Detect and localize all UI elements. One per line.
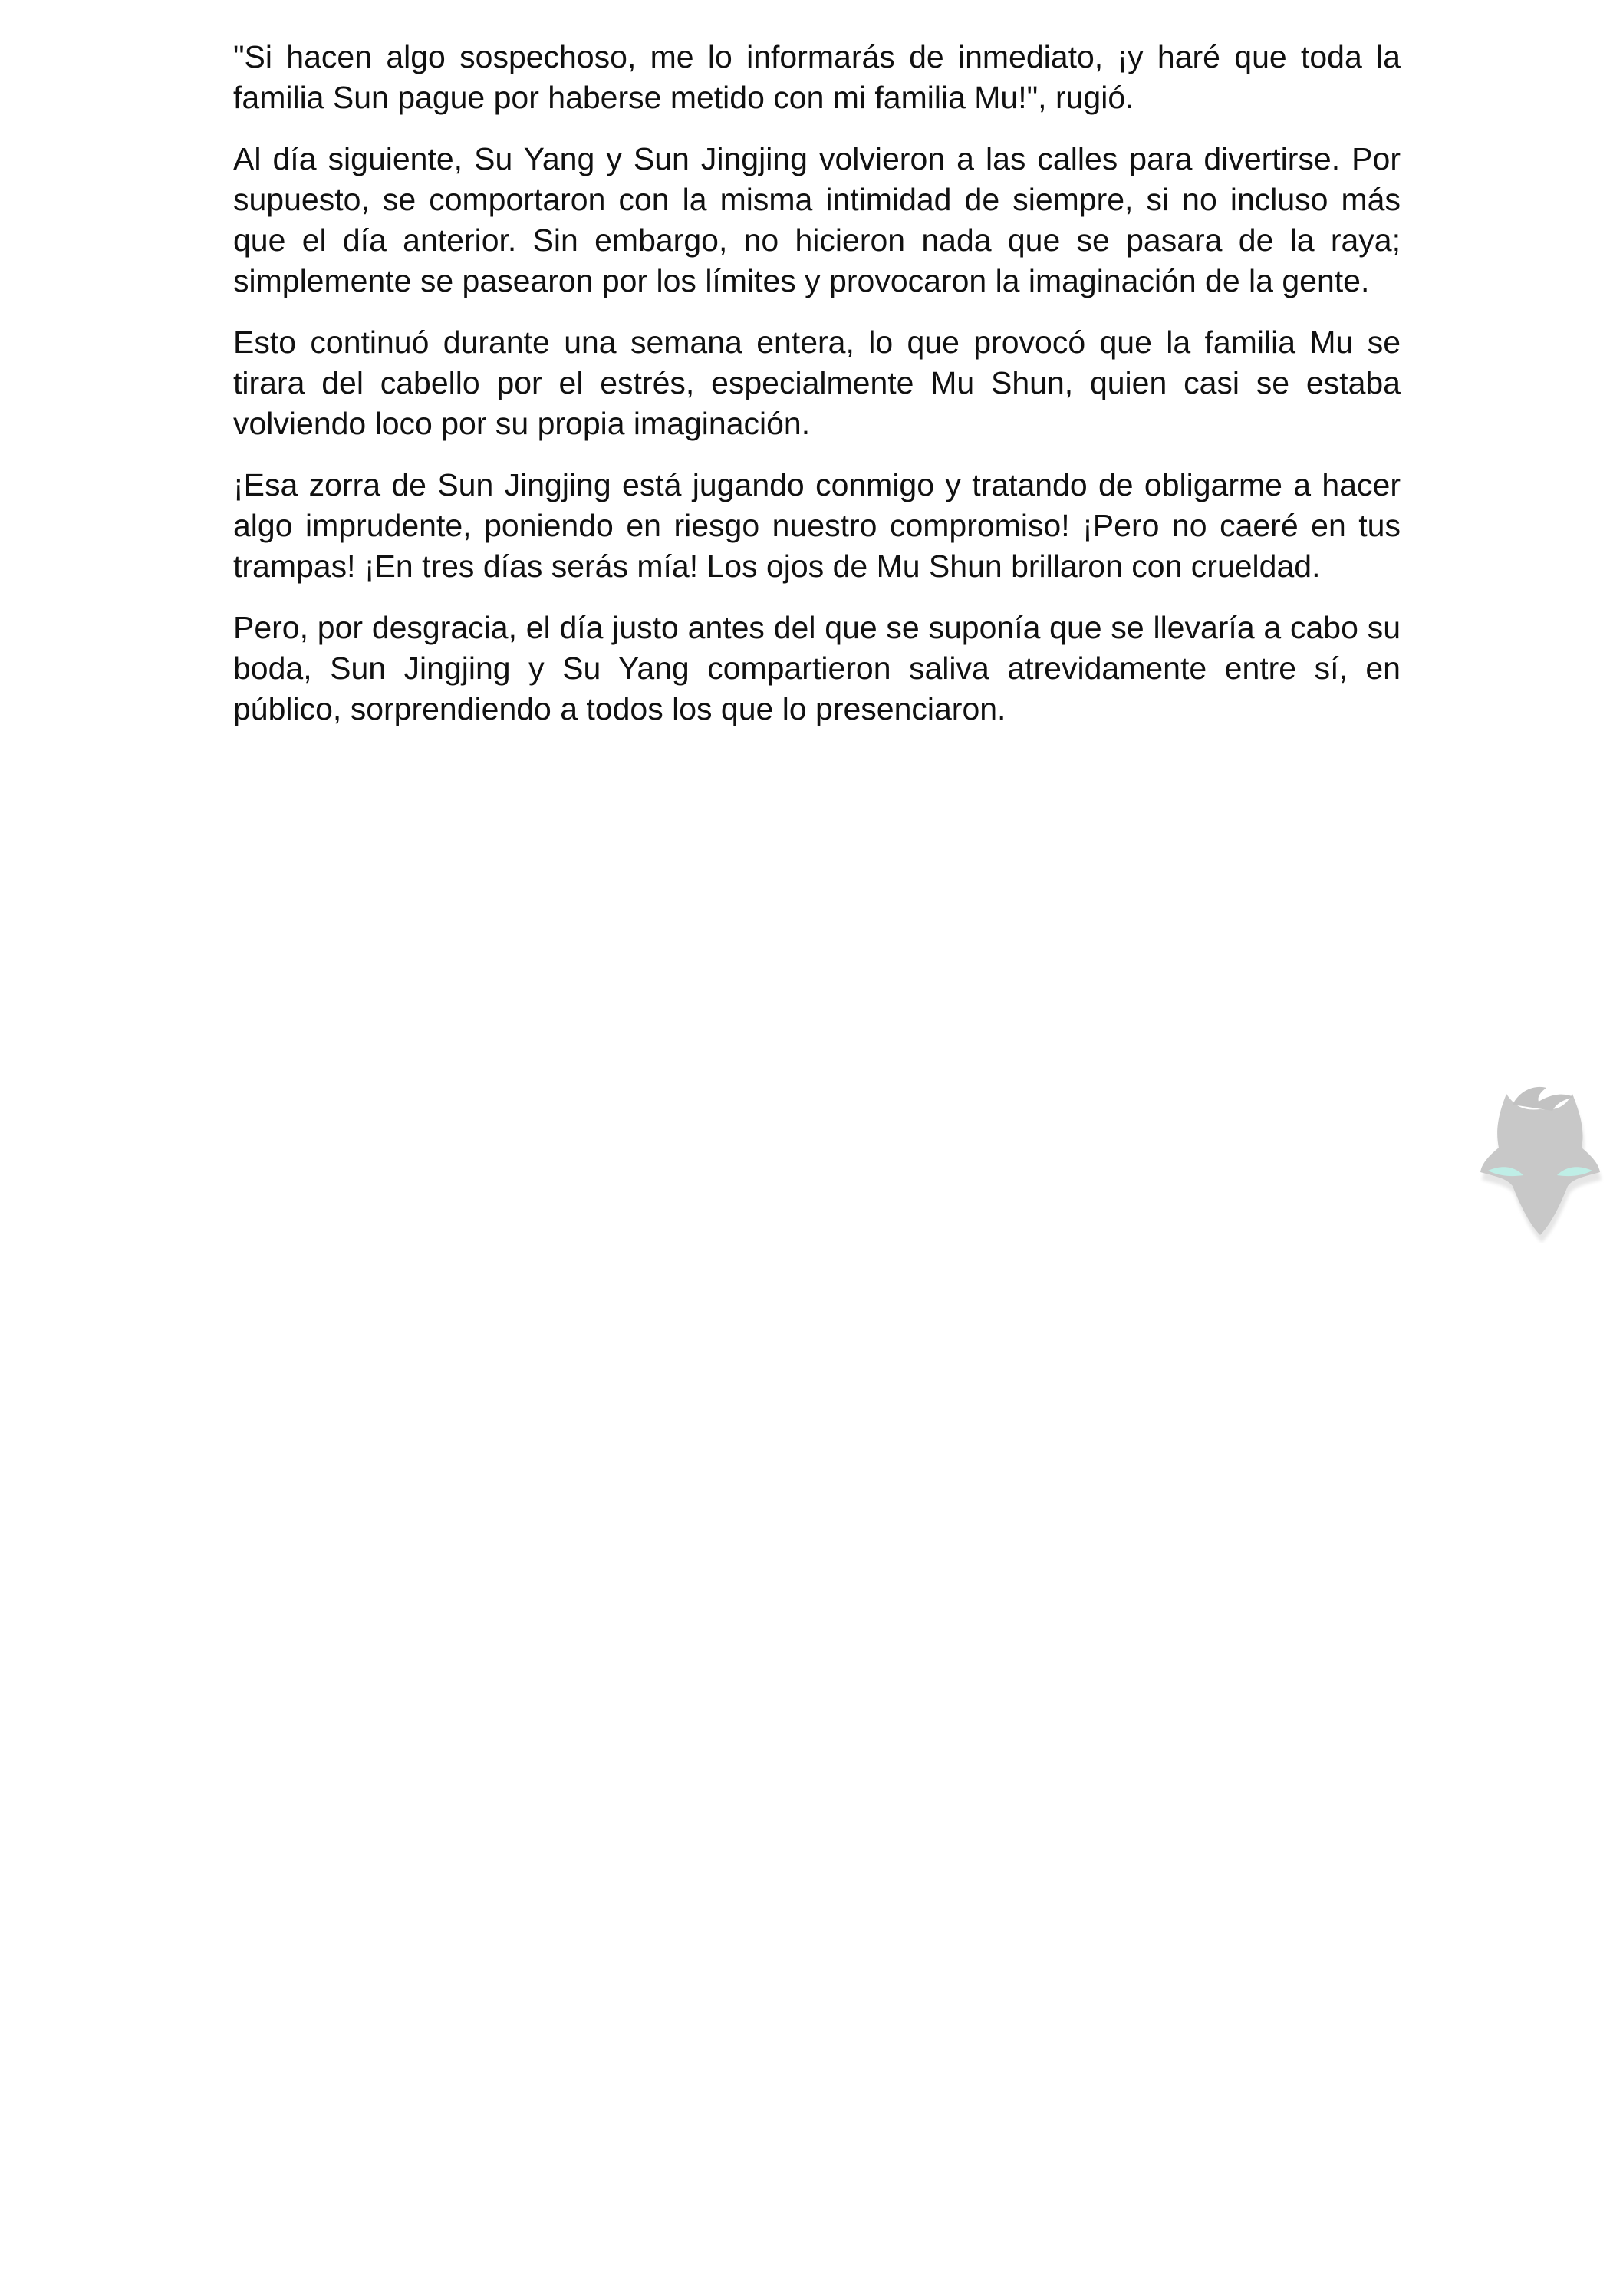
demon-head-watermark-icon	[1467, 1074, 1612, 1243]
watermark-head-shape	[1480, 1094, 1600, 1235]
paragraph-4: ¡Esa zorra de Sun Jingjing está jugando conmigo y tratando de obligarme a hacer algo imprudente, poniendo en riesgo nuestro compromiso! ¡Pero no caeré en tus trampas! ¡En tres días serás mía! Los ojos de Mu Shun brillaron con crueldad.	[233, 467, 1401, 584]
paragraph-3: Esto continuó durante una semana entera, lo que provocó que la familia Mu se tirara del cabello por el estrés, especialmente Mu Shun, quien casi se estaba volviendo loco por su propia imaginación.	[233, 324, 1401, 441]
text-body	[233, 37, 1401, 750]
paragraph-5: Pero, por desgracia, el día justo antes del que se suponía que se llevaría a cabo su boda, Sun Jingjing y Su Yang compartieron saliva atrevidamente entre sí, en público, sorprendiendo a todos los que lo presenciaron.	[233, 610, 1401, 726]
paragraph-1: "Si hacen algo sospechoso, me lo informarás de inmediato, ¡y haré que toda la familia Sun pague por haberse metido con mi familia Mu!", rugió.	[233, 39, 1401, 115]
paragraph-2: Al día siguiente, Su Yang y Sun Jingjing volvieron a las calles para divertirse. Por supuesto, se comportaron con la misma intimidad de siempre, si no incluso más que el día anterior. Sin embargo, no hicieron nada que se pasara de la raya; simplemente se pasearon por los límites y provocaron la imaginación de la gente.	[233, 141, 1401, 298]
